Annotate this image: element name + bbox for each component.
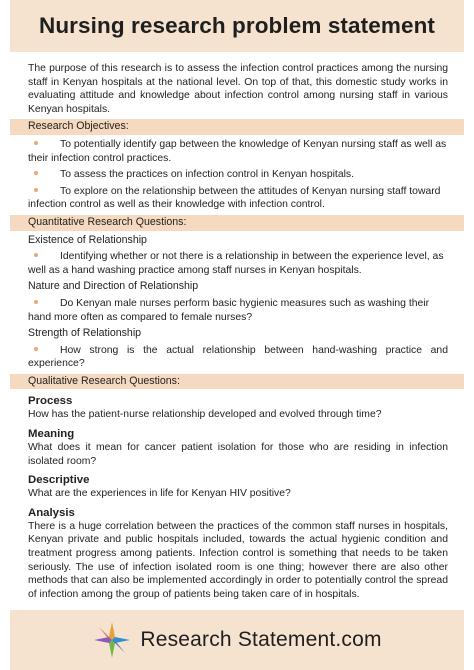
section-heading: Descriptive: [28, 474, 90, 487]
objectives-label: Research Objectives:: [10, 119, 464, 135]
objective-text: To potentially identify gap between the knowledge of Kenyan nursing staff as well as their infection control practices.: [28, 138, 447, 164]
footer-banner: [10, 610, 464, 670]
section-text: There is a huge correlation between the practices of the common staff nurses in hospitals, Kenyan private and public hospitals included, towards the actual hygienic condition and treatment progress among patients. Infection control is something that needs to be taken seriously. The use of infection isolated room is one thing; however there are also other methods that can also be implemented accordingly in order to potentially control the spread of infection among the group of patients being taken care of in hospitals.: [28, 520, 448, 600]
bullet-icon: [34, 141, 38, 145]
section-text: How has the patient-nurse relationship developed and evolved through time?: [28, 409, 382, 421]
quantitative-label: Quantitative Research Questions:: [10, 215, 464, 231]
section-heading: Analysis: [28, 506, 75, 519]
bullet-icon: [34, 253, 38, 257]
list-item: [28, 168, 448, 182]
intro-paragraph: The purpose of this research is to assess the infection control practices among the nursing staff in Kenyan hospitals at the national level. On top of that, this domestic study works in evaluating attitude and knowledge about infection control among nursing staff in various Kenyan hospitals.: [28, 63, 448, 115]
objective-text: To explore on the relationship between the attitudes of Kenyan nursing staff toward infection control as well as their knowledge with infection control.: [28, 185, 441, 211]
document-body: [10, 52, 464, 601]
section-text: What are the experiences in life for Kenyan HIV positive?: [28, 488, 291, 500]
footer-brand: Research Statement.com: [140, 628, 382, 651]
page-title: Nursing research problem statement: [38, 13, 436, 38]
group-title: Nature and Direction of Relationship: [28, 280, 199, 293]
objective-text: To assess the practices on infection control in Kenyan hospitals.: [60, 169, 354, 181]
bullet-icon: [34, 188, 38, 192]
list-item: [28, 138, 448, 165]
section-heading: Meaning: [28, 428, 75, 441]
question-text: Do Kenyan male nurses perform basic hygienic measures such as washing their hand more often as compared to female nurses?: [28, 297, 430, 323]
section-heading: Process: [28, 395, 73, 408]
group-title: Existence of Relationship: [28, 233, 147, 246]
list-item: [28, 250, 448, 277]
bullet-icon: [34, 171, 38, 175]
header-banner: [10, 0, 464, 52]
list-item: [28, 297, 448, 324]
section-text: What does it mean for cancer patient isolation for those who are residing in infection isolated room?: [28, 442, 448, 467]
group-title: Strength of Relationship: [28, 327, 142, 340]
question-text: Identifying whether or not there is a relationship in between the experience level, as well as a hand washing practice among staff nurses in Kenyan hospitals.: [28, 251, 444, 276]
list-item: [28, 344, 448, 371]
document: [10, 0, 464, 670]
star-logo-icon: [92, 620, 132, 660]
question-text: How strong is the actual relationship between hand-washing practice and experience?: [28, 344, 448, 370]
bullet-icon: [34, 347, 38, 351]
qualitative-label: Qualitative Research Questions:: [10, 374, 464, 390]
bullet-icon: [34, 300, 38, 304]
list-item: [28, 185, 448, 212]
